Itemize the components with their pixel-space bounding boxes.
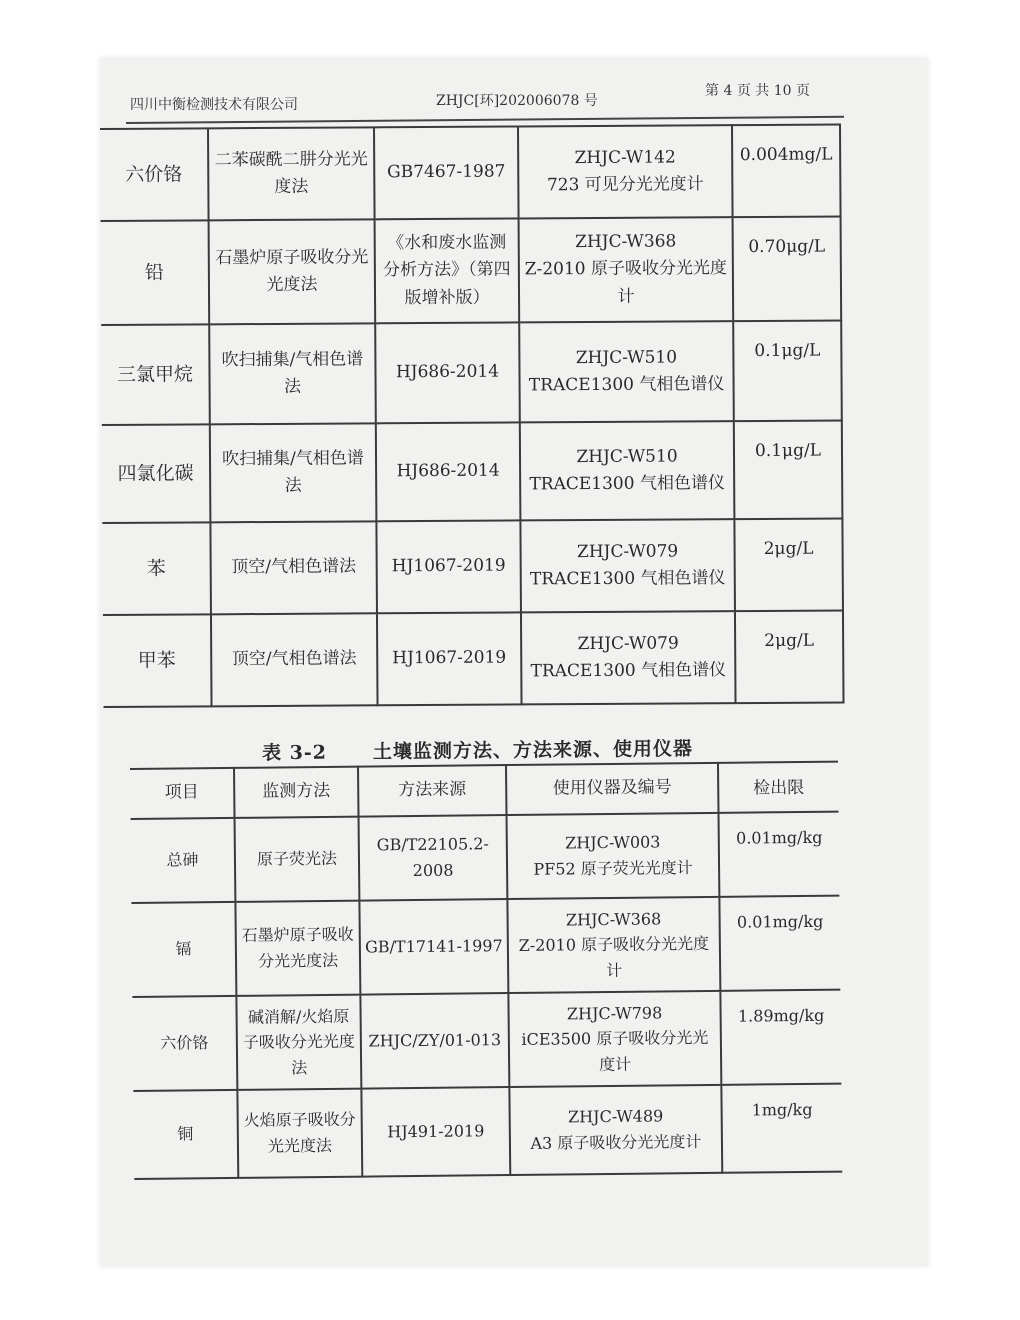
table-row [132, 990, 841, 1091]
table-row [102, 420, 843, 523]
source-cell: HJ1067-2019 [376, 520, 521, 613]
table-row [131, 896, 840, 997]
instrument-model: Z-2010 原子吸收分光光度计 [518, 934, 710, 980]
instrument-id: ZHJC-W510 [575, 347, 678, 368]
limit-cell: 0.1μg/L [734, 420, 843, 519]
instrument-cell [518, 125, 733, 218]
item-cell: 苯 [102, 522, 211, 615]
page-indicator: 第 4 页 共 10 页 [705, 83, 810, 99]
instrument-cell [519, 217, 734, 322]
table-row [101, 320, 842, 425]
method-cell: 顶空/气相色谱法 [211, 613, 378, 706]
company-name: 四川中衡检测技术有限公司 [130, 97, 298, 113]
instrument-id: ZHJC-W079 [577, 633, 679, 654]
instrument-id: ZHJC-W003 [565, 832, 661, 853]
source-cell: HJ686-2014 [376, 422, 521, 521]
instrument-model: 723 可见分光光度计 [546, 174, 704, 196]
table-row [100, 124, 841, 221]
header-row [130, 762, 838, 819]
item-cell: 三氯甲烷 [101, 324, 210, 425]
soil-methods-table [130, 761, 842, 1180]
instrument-cell [520, 421, 735, 520]
instrument-id: ZHJC-W368 [575, 231, 677, 253]
table-row [131, 812, 840, 903]
limit-cell: 0.004mg/L [732, 124, 841, 217]
source-cell: GB7467-1987 [374, 126, 519, 219]
water-methods-table [100, 123, 845, 708]
item-cell: 镉 [131, 902, 236, 997]
method-cell: 吹扫捕集/气相色谱法 [209, 323, 376, 424]
source-cell: HJ686-2014 [375, 322, 520, 423]
limit-cell: 2μg/L [735, 610, 844, 703]
item-cell: 铅 [101, 220, 210, 325]
limit-cell: 1mg/kg [721, 1084, 842, 1173]
instrument-id: ZHJC-W079 [576, 541, 679, 562]
table-row [133, 1084, 842, 1179]
report-number: ZHJC[环]202006078 号 [436, 93, 598, 109]
instrument-model: Z-2010 原子吸收分光光度计 [524, 258, 728, 307]
caption-title: 土壤监测方法、方法来源、使用仪器 [372, 737, 694, 764]
column-header: 检出限 [718, 762, 839, 813]
source-cell: HJ491-2019 [361, 1087, 510, 1177]
item-cell: 总砷 [131, 818, 236, 903]
instrument-id: ZHJC-W142 [574, 147, 676, 168]
limit-cell: 0.1μg/L [733, 320, 842, 421]
column-header: 使用仪器及编号 [506, 763, 719, 815]
instrument-id: ZHJC-W489 [567, 1106, 664, 1127]
caption-number: 表 3-2 [261, 741, 328, 765]
instrument-model: TRACE1300 气相色谱仪 [529, 473, 725, 495]
source-cell: GB/T17141-1997 [359, 899, 508, 995]
instrument-cell [521, 611, 736, 704]
column-header: 项目 [130, 768, 235, 819]
instrument-model: iCE3500 原子吸收分光光度计 [521, 1028, 709, 1074]
table-row [101, 216, 842, 325]
instrument-cell [507, 813, 720, 899]
method-cell: 顶空/气相色谱法 [210, 521, 377, 614]
instrument-model: TRACE1300 气相色谱仪 [529, 568, 726, 590]
item-cell: 四氯化碳 [102, 424, 211, 523]
method-cell: 火焰原子吸收分光光度法 [237, 1089, 362, 1178]
column-header: 方法来源 [358, 765, 507, 817]
instrument-cell [507, 897, 720, 993]
instrument-cell [519, 321, 734, 422]
instrument-id: ZHJC-W798 [566, 1003, 663, 1024]
limit-cell: 0.01mg/kg [719, 896, 840, 991]
source-cell: HJ1067-2019 [377, 612, 522, 705]
method-cell: 碱消解/火焰原子吸收分光光度法 [236, 995, 361, 1090]
item-cell: 六价铬 [132, 996, 237, 1091]
instrument-cell [508, 991, 721, 1087]
instrument-id: ZHJC-W368 [565, 909, 662, 930]
instrument-model: TRACE1300 气相色谱仪 [528, 374, 725, 396]
instrument-id: ZHJC-W510 [576, 446, 678, 467]
source-cell: 《水和废水监测分析方法》（第四版增补版） [375, 218, 520, 323]
instrument-model: TRACE1300 气相色谱仪 [530, 660, 727, 682]
instrument-model: PF52 原子荧光光度计 [533, 858, 693, 879]
method-cell: 原子荧光法 [235, 817, 360, 902]
method-cell: 石墨炉原子吸收分光光度法 [209, 219, 376, 324]
table-caption [262, 734, 693, 766]
instrument-cell [509, 1085, 722, 1175]
method-cell: 石墨炉原子吸收分光光度法 [235, 901, 360, 996]
table-row [102, 518, 843, 615]
item-cell: 甲苯 [103, 614, 212, 707]
method-cell: 吹扫捕集/气相色谱法 [210, 423, 377, 522]
limit-cell: 0.01mg/kg [719, 812, 840, 897]
source-cell: ZHJC/ZY/01-013 [360, 993, 509, 1089]
column-header: 监测方法 [234, 767, 359, 818]
item-cell: 铜 [133, 1090, 238, 1179]
limit-cell: 2μg/L [734, 518, 843, 611]
instrument-cell [520, 519, 735, 612]
source-cell: GB/T22105.2-2008 [359, 815, 508, 901]
limit-cell: 0.70μg/L [733, 216, 842, 321]
table-row [103, 610, 844, 707]
item-cell: 六价铬 [100, 128, 209, 221]
method-cell: 二苯碳酰二肼分光光度法 [208, 127, 375, 220]
instrument-model: A3 原子吸收分光光度计 [530, 1132, 702, 1153]
limit-cell: 1.89mg/kg [720, 990, 841, 1085]
